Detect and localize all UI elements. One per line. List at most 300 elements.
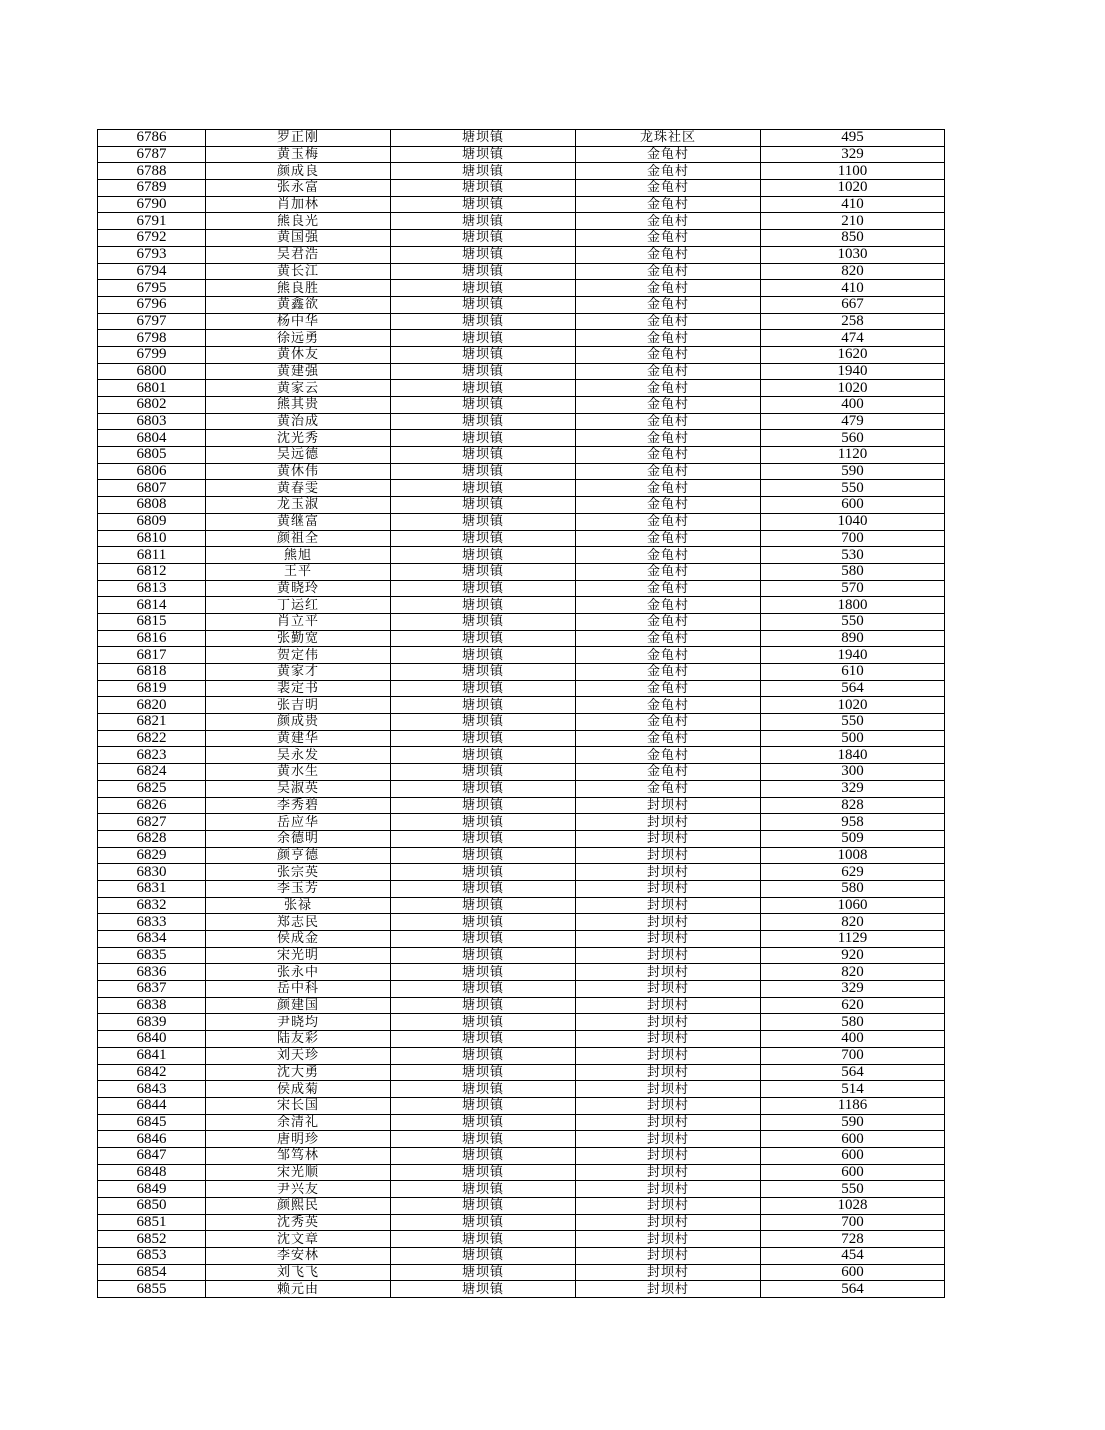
amount-cell: 479 — [761, 413, 945, 430]
amount-cell: 600 — [761, 1264, 945, 1281]
amount-cell: 1129 — [761, 931, 945, 948]
name-cell: 刘天珍 — [206, 1047, 391, 1064]
amount-cell: 400 — [761, 1031, 945, 1048]
name-cell: 吴永发 — [206, 747, 391, 764]
name-cell: 黄休伟 — [206, 463, 391, 480]
row-number-cell: 6801 — [98, 380, 206, 397]
village-cell: 金龟村 — [576, 697, 761, 714]
town-cell: 塘坝镇 — [391, 246, 576, 263]
table-row — [98, 1097, 945, 1114]
row-number-cell: 6834 — [98, 931, 206, 948]
town-cell: 塘坝镇 — [391, 1131, 576, 1148]
table-row — [98, 613, 945, 630]
village-cell: 封坝村 — [576, 1047, 761, 1064]
name-cell: 郑志民 — [206, 914, 391, 931]
row-number-cell: 6805 — [98, 447, 206, 464]
name-cell: 黄水生 — [206, 764, 391, 781]
name-cell: 岳中科 — [206, 981, 391, 998]
village-cell: 封坝村 — [576, 1264, 761, 1281]
town-cell: 塘坝镇 — [391, 1214, 576, 1231]
table-row — [98, 130, 945, 147]
village-cell: 金龟村 — [576, 280, 761, 297]
table-body — [98, 130, 945, 1298]
amount-cell: 580 — [761, 563, 945, 580]
name-cell: 熊其贵 — [206, 397, 391, 414]
table-row — [98, 480, 945, 497]
amount-cell: 400 — [761, 397, 945, 414]
town-cell: 塘坝镇 — [391, 714, 576, 731]
town-cell: 塘坝镇 — [391, 1264, 576, 1281]
amount-cell: 600 — [761, 1131, 945, 1148]
name-cell: 丁运红 — [206, 597, 391, 614]
amount-cell: 329 — [761, 981, 945, 998]
amount-cell: 580 — [761, 1014, 945, 1031]
amount-cell: 454 — [761, 1248, 945, 1265]
town-cell: 塘坝镇 — [391, 1181, 576, 1198]
table-row — [98, 947, 945, 964]
row-number-cell: 6795 — [98, 280, 206, 297]
village-cell: 封坝村 — [576, 1014, 761, 1031]
name-cell: 宋长国 — [206, 1097, 391, 1114]
town-cell: 塘坝镇 — [391, 931, 576, 948]
town-cell: 塘坝镇 — [391, 363, 576, 380]
name-cell: 肖立平 — [206, 613, 391, 630]
town-cell: 塘坝镇 — [391, 563, 576, 580]
town-cell: 塘坝镇 — [391, 630, 576, 647]
amount-cell: 590 — [761, 1114, 945, 1131]
name-cell: 颜熙民 — [206, 1198, 391, 1215]
table-row — [98, 1248, 945, 1265]
table-row — [98, 146, 945, 163]
town-cell: 塘坝镇 — [391, 697, 576, 714]
row-number-cell: 6818 — [98, 664, 206, 681]
town-cell: 塘坝镇 — [391, 1248, 576, 1265]
village-cell: 封坝村 — [576, 1097, 761, 1114]
name-cell: 熊旭 — [206, 547, 391, 564]
row-number-cell: 6836 — [98, 964, 206, 981]
name-cell: 黄国强 — [206, 230, 391, 247]
village-cell: 金龟村 — [576, 447, 761, 464]
row-number-cell: 6832 — [98, 897, 206, 914]
row-number-cell: 6831 — [98, 880, 206, 897]
name-cell: 黄长江 — [206, 263, 391, 280]
amount-cell: 610 — [761, 664, 945, 681]
village-cell: 金龟村 — [576, 330, 761, 347]
town-cell: 塘坝镇 — [391, 397, 576, 414]
village-cell: 封坝村 — [576, 830, 761, 847]
town-cell: 塘坝镇 — [391, 1281, 576, 1298]
village-cell: 金龟村 — [576, 230, 761, 247]
row-number-cell: 6848 — [98, 1164, 206, 1181]
name-cell: 龙玉淑 — [206, 497, 391, 514]
row-number-cell: 6792 — [98, 230, 206, 247]
town-cell: 塘坝镇 — [391, 613, 576, 630]
name-cell: 沈大勇 — [206, 1064, 391, 1081]
row-number-cell: 6846 — [98, 1131, 206, 1148]
town-cell: 塘坝镇 — [391, 447, 576, 464]
row-number-cell: 6853 — [98, 1248, 206, 1265]
village-cell: 金龟村 — [576, 597, 761, 614]
table-row — [98, 780, 945, 797]
town-cell: 塘坝镇 — [391, 513, 576, 530]
name-cell: 罗正刚 — [206, 130, 391, 147]
row-number-cell: 6839 — [98, 1014, 206, 1031]
table-row — [98, 180, 945, 197]
name-cell: 沈光秀 — [206, 430, 391, 447]
name-cell: 张勤宽 — [206, 630, 391, 647]
village-cell: 封坝村 — [576, 1081, 761, 1098]
table-row — [98, 1181, 945, 1198]
amount-cell: 550 — [761, 613, 945, 630]
table-row — [98, 530, 945, 547]
town-cell: 塘坝镇 — [391, 1031, 576, 1048]
name-cell: 颜祖全 — [206, 530, 391, 547]
row-number-cell: 6803 — [98, 413, 206, 430]
table-row — [98, 513, 945, 530]
name-cell: 黄家云 — [206, 380, 391, 397]
town-cell: 塘坝镇 — [391, 1097, 576, 1114]
town-cell: 塘坝镇 — [391, 664, 576, 681]
amount-cell: 564 — [761, 1281, 945, 1298]
row-number-cell: 6840 — [98, 1031, 206, 1048]
town-cell: 塘坝镇 — [391, 797, 576, 814]
village-cell: 封坝村 — [576, 931, 761, 948]
village-cell: 封坝村 — [576, 1147, 761, 1164]
amount-cell: 820 — [761, 914, 945, 931]
table-row — [98, 997, 945, 1014]
amount-cell: 564 — [761, 680, 945, 697]
village-cell: 封坝村 — [576, 1181, 761, 1198]
name-cell: 李玉芳 — [206, 880, 391, 897]
amount-cell: 500 — [761, 730, 945, 747]
row-number-cell: 6849 — [98, 1181, 206, 1198]
table-row — [98, 280, 945, 297]
amount-cell: 530 — [761, 547, 945, 564]
amount-cell: 474 — [761, 330, 945, 347]
village-cell: 金龟村 — [576, 530, 761, 547]
amount-cell: 550 — [761, 1181, 945, 1198]
row-number-cell: 6791 — [98, 213, 206, 230]
town-cell: 塘坝镇 — [391, 864, 576, 881]
village-cell: 金龟村 — [576, 497, 761, 514]
village-cell: 金龟村 — [576, 397, 761, 414]
name-cell: 颜亨德 — [206, 847, 391, 864]
name-cell: 张宗英 — [206, 864, 391, 881]
row-number-cell: 6807 — [98, 480, 206, 497]
row-number-cell: 6835 — [98, 947, 206, 964]
town-cell: 塘坝镇 — [391, 547, 576, 564]
town-cell: 塘坝镇 — [391, 1047, 576, 1064]
name-cell: 赖元由 — [206, 1281, 391, 1298]
name-cell: 李安林 — [206, 1248, 391, 1265]
amount-cell: 580 — [761, 880, 945, 897]
amount-cell: 258 — [761, 313, 945, 330]
row-number-cell: 6837 — [98, 981, 206, 998]
village-cell: 金龟村 — [576, 163, 761, 180]
town-cell: 塘坝镇 — [391, 1231, 576, 1248]
town-cell: 塘坝镇 — [391, 413, 576, 430]
town-cell: 塘坝镇 — [391, 780, 576, 797]
name-cell: 黄家才 — [206, 664, 391, 681]
row-number-cell: 6790 — [98, 196, 206, 213]
table-row — [98, 263, 945, 280]
table-row — [98, 563, 945, 580]
village-cell: 封坝村 — [576, 997, 761, 1014]
village-cell: 金龟村 — [576, 580, 761, 597]
village-cell: 龙珠社区 — [576, 130, 761, 147]
table-row — [98, 447, 945, 464]
town-cell: 塘坝镇 — [391, 380, 576, 397]
amount-cell: 1040 — [761, 513, 945, 530]
village-cell: 金龟村 — [576, 547, 761, 564]
amount-cell: 1008 — [761, 847, 945, 864]
town-cell: 塘坝镇 — [391, 880, 576, 897]
table-row — [98, 413, 945, 430]
village-cell: 封坝村 — [576, 981, 761, 998]
row-number-cell: 6822 — [98, 730, 206, 747]
village-cell: 金龟村 — [576, 430, 761, 447]
village-cell: 金龟村 — [576, 747, 761, 764]
name-cell: 肖加林 — [206, 196, 391, 213]
row-number-cell: 6855 — [98, 1281, 206, 1298]
row-number-cell: 6799 — [98, 346, 206, 363]
village-cell: 封坝村 — [576, 1031, 761, 1048]
row-number-cell: 6828 — [98, 830, 206, 847]
table-row — [98, 680, 945, 697]
row-number-cell: 6842 — [98, 1064, 206, 1081]
village-cell: 封坝村 — [576, 1214, 761, 1231]
town-cell: 塘坝镇 — [391, 1198, 576, 1215]
table-row — [98, 730, 945, 747]
row-number-cell: 6833 — [98, 914, 206, 931]
row-number-cell: 6798 — [98, 330, 206, 347]
town-cell: 塘坝镇 — [391, 1064, 576, 1081]
amount-cell: 560 — [761, 430, 945, 447]
data-table — [97, 129, 945, 1298]
row-number-cell: 6830 — [98, 864, 206, 881]
table-row — [98, 630, 945, 647]
name-cell: 颜成良 — [206, 163, 391, 180]
table-row — [98, 797, 945, 814]
village-cell: 金龟村 — [576, 463, 761, 480]
row-number-cell: 6850 — [98, 1198, 206, 1215]
row-number-cell: 6787 — [98, 146, 206, 163]
amount-cell: 495 — [761, 130, 945, 147]
amount-cell: 828 — [761, 797, 945, 814]
name-cell: 刘飞飞 — [206, 1264, 391, 1281]
town-cell: 塘坝镇 — [391, 1147, 576, 1164]
table-row — [98, 664, 945, 681]
row-number-cell: 6823 — [98, 747, 206, 764]
town-cell: 塘坝镇 — [391, 981, 576, 998]
amount-cell: 600 — [761, 497, 945, 514]
table-row — [98, 880, 945, 897]
table-row — [98, 547, 945, 564]
amount-cell: 300 — [761, 764, 945, 781]
amount-cell: 728 — [761, 1231, 945, 1248]
name-cell: 宋光明 — [206, 947, 391, 964]
row-number-cell: 6800 — [98, 363, 206, 380]
name-cell: 张永中 — [206, 964, 391, 981]
town-cell: 塘坝镇 — [391, 463, 576, 480]
amount-cell: 514 — [761, 1081, 945, 1098]
row-number-cell: 6796 — [98, 296, 206, 313]
table-row — [98, 697, 945, 714]
table-row — [98, 580, 945, 597]
village-cell: 封坝村 — [576, 847, 761, 864]
amount-cell: 1800 — [761, 597, 945, 614]
town-cell: 塘坝镇 — [391, 747, 576, 764]
name-cell: 黄继富 — [206, 513, 391, 530]
table-row — [98, 747, 945, 764]
village-cell: 金龟村 — [576, 613, 761, 630]
name-cell: 黄春雯 — [206, 480, 391, 497]
table-row — [98, 1114, 945, 1131]
town-cell: 塘坝镇 — [391, 163, 576, 180]
name-cell: 邹笃林 — [206, 1147, 391, 1164]
amount-cell: 590 — [761, 463, 945, 480]
table-row — [98, 830, 945, 847]
village-cell: 金龟村 — [576, 363, 761, 380]
village-cell: 封坝村 — [576, 947, 761, 964]
village-cell: 封坝村 — [576, 914, 761, 931]
name-cell: 陆友彩 — [206, 1031, 391, 1048]
town-cell: 塘坝镇 — [391, 964, 576, 981]
town-cell: 塘坝镇 — [391, 580, 576, 597]
town-cell: 塘坝镇 — [391, 330, 576, 347]
amount-cell: 1060 — [761, 897, 945, 914]
town-cell: 塘坝镇 — [391, 814, 576, 831]
name-cell: 吴远德 — [206, 447, 391, 464]
village-cell: 封坝村 — [576, 1248, 761, 1265]
name-cell: 宋光顺 — [206, 1164, 391, 1181]
village-cell: 封坝村 — [576, 864, 761, 881]
amount-cell: 1186 — [761, 1097, 945, 1114]
village-cell: 金龟村 — [576, 480, 761, 497]
table-row — [98, 964, 945, 981]
table-row — [98, 430, 945, 447]
town-cell: 塘坝镇 — [391, 830, 576, 847]
town-cell: 塘坝镇 — [391, 430, 576, 447]
row-number-cell: 6816 — [98, 630, 206, 647]
row-number-cell: 6820 — [98, 697, 206, 714]
row-number-cell: 6845 — [98, 1114, 206, 1131]
name-cell: 沈秀英 — [206, 1214, 391, 1231]
row-number-cell: 6808 — [98, 497, 206, 514]
table-row — [98, 597, 945, 614]
name-cell: 颜建国 — [206, 997, 391, 1014]
village-cell: 金龟村 — [576, 196, 761, 213]
amount-cell: 1940 — [761, 647, 945, 664]
town-cell: 塘坝镇 — [391, 597, 576, 614]
name-cell: 黄休友 — [206, 346, 391, 363]
village-cell: 封坝村 — [576, 1231, 761, 1248]
town-cell: 塘坝镇 — [391, 1164, 576, 1181]
row-number-cell: 6788 — [98, 163, 206, 180]
table-row — [98, 380, 945, 397]
table-row — [98, 1064, 945, 1081]
town-cell: 塘坝镇 — [391, 1081, 576, 1098]
name-cell: 徐远勇 — [206, 330, 391, 347]
name-cell: 唐明珍 — [206, 1131, 391, 1148]
table-row — [98, 1031, 945, 1048]
town-cell: 塘坝镇 — [391, 296, 576, 313]
town-cell: 塘坝镇 — [391, 647, 576, 664]
amount-cell: 700 — [761, 530, 945, 547]
town-cell: 塘坝镇 — [391, 230, 576, 247]
name-cell: 尹兴友 — [206, 1181, 391, 1198]
village-cell: 金龟村 — [576, 263, 761, 280]
table-row — [98, 931, 945, 948]
town-cell: 塘坝镇 — [391, 847, 576, 864]
amount-cell: 700 — [761, 1047, 945, 1064]
village-cell: 封坝村 — [576, 897, 761, 914]
village-cell: 金龟村 — [576, 630, 761, 647]
name-cell: 尹晓均 — [206, 1014, 391, 1031]
name-cell: 黄治成 — [206, 413, 391, 430]
village-cell: 封坝村 — [576, 1281, 761, 1298]
amount-cell: 920 — [761, 947, 945, 964]
amount-cell: 329 — [761, 780, 945, 797]
name-cell: 裴定书 — [206, 680, 391, 697]
name-cell: 黄建华 — [206, 730, 391, 747]
row-number-cell: 6844 — [98, 1097, 206, 1114]
row-number-cell: 6821 — [98, 714, 206, 731]
table-row — [98, 163, 945, 180]
row-number-cell: 6841 — [98, 1047, 206, 1064]
row-number-cell: 6813 — [98, 580, 206, 597]
table-row — [98, 363, 945, 380]
table-row — [98, 714, 945, 731]
amount-cell: 410 — [761, 280, 945, 297]
town-cell: 塘坝镇 — [391, 146, 576, 163]
amount-cell: 570 — [761, 580, 945, 597]
town-cell: 塘坝镇 — [391, 530, 576, 547]
town-cell: 塘坝镇 — [391, 196, 576, 213]
amount-cell: 1120 — [761, 447, 945, 464]
row-number-cell: 6825 — [98, 780, 206, 797]
row-number-cell: 6810 — [98, 530, 206, 547]
table-row — [98, 296, 945, 313]
town-cell: 塘坝镇 — [391, 947, 576, 964]
town-cell: 塘坝镇 — [391, 497, 576, 514]
row-number-cell: 6793 — [98, 246, 206, 263]
village-cell: 金龟村 — [576, 296, 761, 313]
name-cell: 黄鑫欲 — [206, 296, 391, 313]
table-row — [98, 230, 945, 247]
amount-cell: 509 — [761, 830, 945, 847]
table-row — [98, 330, 945, 347]
amount-cell: 1020 — [761, 697, 945, 714]
table-row — [98, 897, 945, 914]
amount-cell: 600 — [761, 1164, 945, 1181]
table-row — [98, 647, 945, 664]
amount-cell: 550 — [761, 480, 945, 497]
row-number-cell: 6809 — [98, 513, 206, 530]
table-row — [98, 914, 945, 931]
town-cell: 塘坝镇 — [391, 480, 576, 497]
town-cell: 塘坝镇 — [391, 280, 576, 297]
amount-cell: 620 — [761, 997, 945, 1014]
name-cell: 熊良胜 — [206, 280, 391, 297]
village-cell: 金龟村 — [576, 730, 761, 747]
village-cell: 金龟村 — [576, 563, 761, 580]
town-cell: 塘坝镇 — [391, 897, 576, 914]
amount-cell: 629 — [761, 864, 945, 881]
village-cell: 金龟村 — [576, 680, 761, 697]
row-number-cell: 6812 — [98, 563, 206, 580]
row-number-cell: 6786 — [98, 130, 206, 147]
